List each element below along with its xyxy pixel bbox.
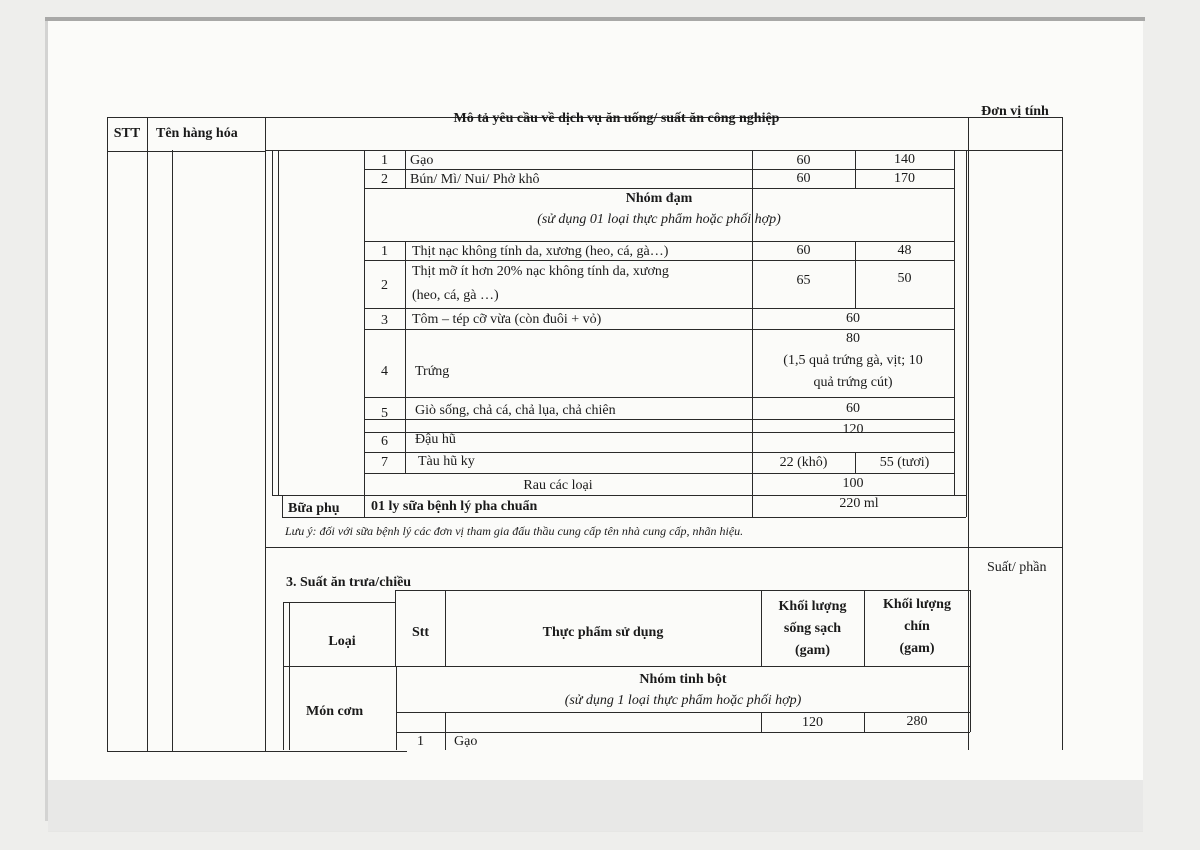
row-stt: 2 [381,172,388,187]
row-cooked-weight: 140 [894,152,915,167]
row-food-name: Gạo [454,734,478,749]
row-raw-weight: 60 [796,171,811,186]
row-stt: 5 [381,406,388,421]
header-stt: STT [113,126,141,141]
header-description: Mô tả yêu cầu về dịch vụ ăn uống/ suất ăn công nghiệp [453,111,780,126]
row-food-name: Tàu hũ ky [418,454,475,469]
row-food-name: Tôm – tép cỡ vừa (còn đuôi + vỏ) [412,312,602,327]
scan-bottom-shadow [48,780,1143,832]
header-item-name: Tên hàng hóa [156,126,238,141]
row-stt: 2 [381,278,388,293]
row-food-name: Giò sống, chả cá, chả lụa, chả chiên [415,403,616,418]
section3-unit: Suất/ phần [987,560,1047,575]
row-amount-note-cont: quả trứng cút) [813,375,893,390]
row-stt: 1 [381,153,388,168]
row-food-name-cont: (heo, cá, gà …) [412,288,499,303]
row-stt: 3 [381,313,388,328]
snack-amount: 220 ml [839,496,879,511]
starch-group-subtitle: (sử dụng 1 loại thực phẩm hoặc phối hợp) [564,693,802,708]
row-amount-note: (1,5 quả trứng gà, vịt; 10 [783,353,923,368]
row-raw-weight: 60 [796,153,811,168]
section3-title: 3. Suất ăn trưa/chiều [286,575,412,590]
header-unit: Đơn vị tính [981,104,1049,119]
row-stt: 6 [381,434,388,449]
col-header-loai: Loại [328,634,356,649]
row-stt: 1 [417,734,424,749]
milk-note: Lưu ý: đối với sữa bệnh lý các đơn vị tham gia đấu thầu cung cấp tên nhà cung cấp, nhãn hiệu. [285,524,744,538]
document-page [48,21,1143,831]
snack-label: Bữa phụ [288,501,340,516]
col-header-raw-3: (gam) [795,643,830,658]
row-food-name: Thịt mỡ ít hơn 20% nạc không tính da, xương [412,264,669,279]
row-amount: 60 [846,401,860,416]
col-header-cooked-3: (gam) [899,641,935,656]
mon-com-label: Món cơm [306,704,364,719]
col-header-raw: Khối lượng [778,599,847,614]
snack-description: 01 ly sữa bệnh lý pha chuẩn [371,499,538,514]
row-cooked-weight: 48 [897,243,912,258]
row-cooked-weight: 55 (tươi) [879,455,930,470]
row-stt: 4 [381,364,388,379]
vegetables-label: Rau các loại [523,478,593,493]
vegetables-amount: 100 [842,476,864,491]
starch-group-title: Nhóm tinh bột [639,672,727,687]
row-cooked-weight: 170 [894,171,915,186]
row-stt: 1 [381,244,388,259]
protein-group-subtitle: (sử dụng 01 loại thực phẩm hoặc phối hợp) [537,212,781,227]
col-header-raw-2: sống sạch [783,621,842,636]
row-amount: 60 [846,311,860,326]
row-stt: 7 [381,455,388,470]
row-food-name: Thịt nạc không tính da, xương (heo, cá, gà…) [412,244,669,259]
col-header-food: Thực phẩm sử dụng [542,625,664,640]
row-raw-weight: 60 [796,243,811,258]
row-food-name: Gạo [410,153,434,168]
col-header-cooked: Khối lượng [883,597,951,612]
row-raw-weight: 120 [802,715,823,730]
row-food-name: Đậu hũ [415,432,456,447]
row-food-name: Bún/ Mì/ Nui/ Phở khô [410,172,540,187]
protein-group-title: Nhóm đạm [625,191,693,206]
row-raw-weight: 65 [796,273,811,288]
row-cooked-weight: 50 [897,271,912,286]
row-amount: 80 [846,331,860,346]
row-amount: 120 [842,422,864,437]
row-food-name: Trứng [415,364,450,379]
row-cooked-weight: 280 [906,714,928,729]
row-raw-weight: 22 (khô) [779,455,828,470]
col-header-cooked-2: chín [904,619,930,634]
col-header-stt: Stt [411,625,430,640]
